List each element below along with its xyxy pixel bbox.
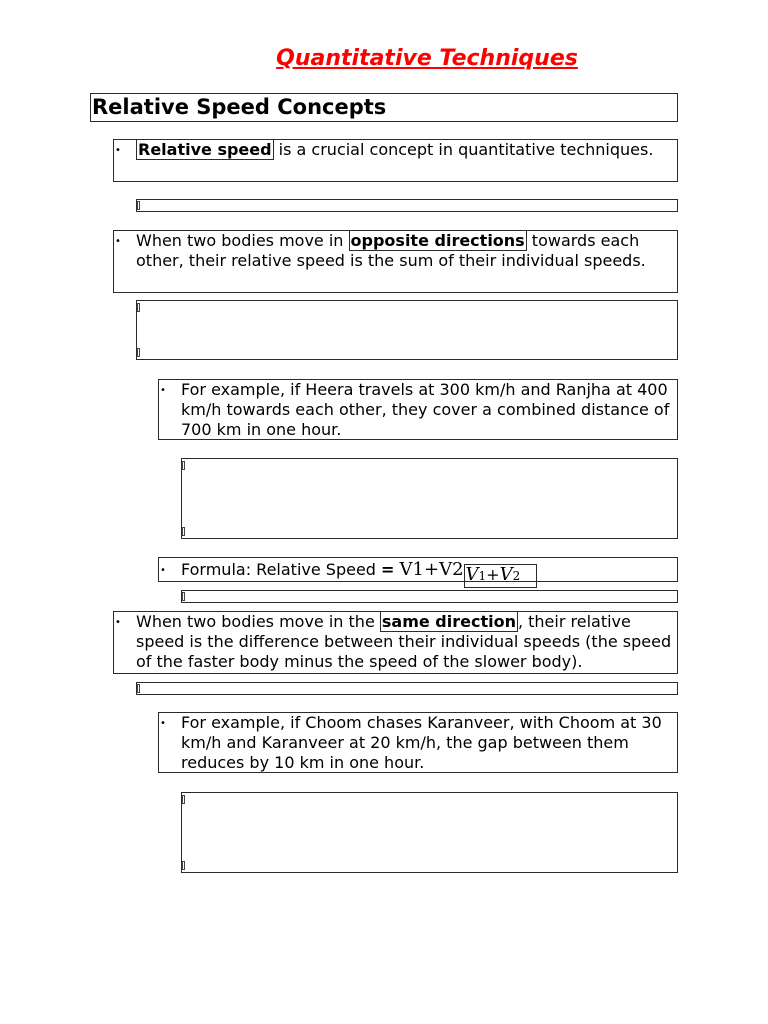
bullet-text: Relative speed is a crucial concept in quantitative techniques.: [138, 140, 654, 159]
bullet-dot: •: [160, 718, 166, 729]
section-heading: Relative Speed Concepts: [90, 93, 678, 122]
bullet-dot: •: [115, 145, 121, 156]
bullet-text: For example, if Choom chases Karanveer, with Choom at 30 km/h and Karanveer at 20 km/h, the gap between them reduces by 10 km in one hour.: [181, 713, 662, 772]
term-relative-speed: Relative speed: [138, 140, 272, 159]
term-opposite-directions: opposite directions: [350, 231, 525, 250]
formula-text: Formula: Relative Speed = V1+V2 V1+V2: [181, 560, 661, 588]
formula-plain: V1+V2: [399, 559, 464, 580]
empty-frame: [181, 458, 678, 539]
formula-math: V1+V2: [464, 564, 538, 588]
bullet-same-direction: [113, 611, 678, 674]
empty-frame: [181, 590, 678, 603]
example-opposite: [158, 379, 678, 440]
bullet-text: When two bodies move in opposite directions towards each other, their relative speed is the sum of their individual speeds.: [136, 231, 646, 270]
example-same-direction: [158, 712, 678, 773]
bullet-dot: •: [160, 385, 166, 396]
empty-frame: [136, 300, 678, 360]
bullet-dot: •: [115, 236, 121, 247]
empty-frame: [136, 682, 678, 695]
bullet-dot: •: [115, 617, 121, 628]
document-title: Quantitative Techniques: [276, 46, 578, 71]
bullet-dot: •: [160, 565, 166, 576]
empty-frame: [181, 792, 678, 873]
bullet-text: When two bodies move in the same direction , their relative speed is the difference between their individual speeds (the speed of the faster body minus the speed of the slower body).: [136, 612, 672, 671]
bullet-opposite-directions: [113, 230, 678, 293]
empty-frame: [136, 199, 678, 212]
term-same-direction: same direction: [381, 612, 516, 631]
formula-item: [158, 557, 678, 585]
bullet-relative-speed: [113, 139, 678, 182]
bullet-text: For example, if Heera travels at 300 km/h and Ranjha at 400 km/h towards each other, they cover a combined distance of 700 km in one hour.: [181, 380, 670, 439]
